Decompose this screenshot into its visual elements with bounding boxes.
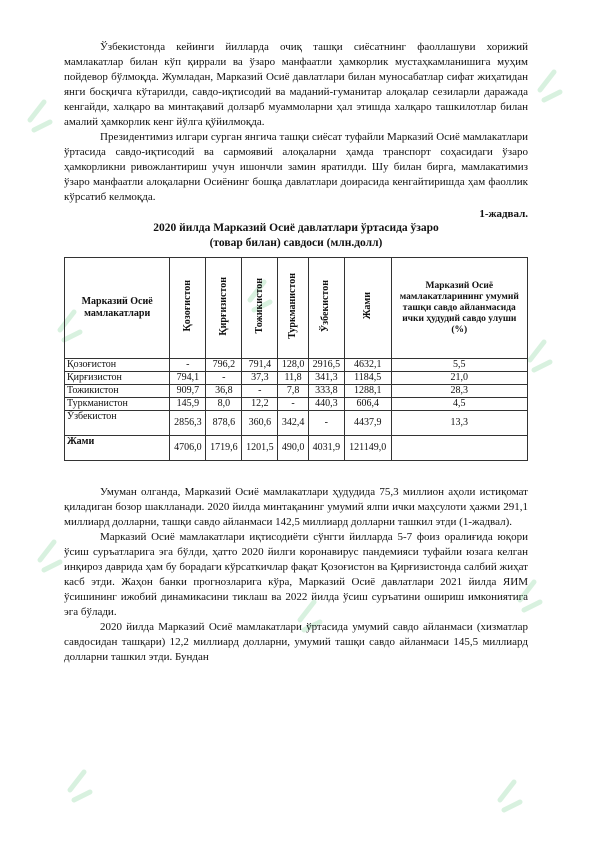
table-cell: 333,8 <box>308 385 344 398</box>
table-cell: 8,0 <box>206 398 242 411</box>
table-cell: 7,8 <box>278 385 308 398</box>
table-cell: 791,4 <box>242 359 278 372</box>
paragraph: Умуман олганда, Марказий Осиё мамлакатлари ҳудудида 75,3 миллион аҳоли истиқомат қиладиган бозор шаклланади. 2020 йилда минтақанинг умумий ялпи ички маҳсулоти ҳажми 291,1 миллиард долларни, ташқи савдо айланмаси 142,5 миллиард долларни ташкил этди (1-жадвал). <box>64 486 528 528</box>
table-cell: - <box>308 411 344 436</box>
header-turkmenistan: Туркманистон <box>278 258 308 359</box>
header-uzbekistan: Ўзбекистон <box>308 258 344 359</box>
table-row <box>65 385 528 398</box>
row-label: Тожикистон <box>65 385 170 398</box>
table-number: 1-жадвал. <box>479 208 528 220</box>
table-cell: 878,6 <box>206 411 242 436</box>
row-label: Жами <box>65 436 170 461</box>
header-tajikistan: Тожикистон <box>242 258 278 359</box>
table-cell: 1201,5 <box>242 436 278 461</box>
paragraph: Ўзбекистонда кейинги йилларда очиқ ташқи сиёсатнинг фаоллашуви хорижий мамлакатлар билан кўп қиррали ва ўзаро манфаатли ҳамкорлик мустаҳкамланишига муҳим пойдевор бўлмоқда. Жумладан, Марказий Осиё давлатлари билан муносабатлар сифат жиҳатидан янги босқичга кўтарилди, савдо-иқтисодий ва маданий-гуманитар алоқалар сезиларли даражада кенгайди, халқаро ва минтақавий долзарб муаммоларни ҳал этишда халқаро ташкилотлар билан амалий ҳамкорлик кенг йўлга қўйилмоқда. <box>64 41 528 128</box>
table-cell: 440,3 <box>308 398 344 411</box>
table-cell: 2856,3 <box>170 411 206 436</box>
table-cell: 360,6 <box>242 411 278 436</box>
paragraph: Марказий Осиё мамлакатлари иқтисодиёти сўнгги йилларда 5-7 фоиз оралиғида юқори ўсиш суръатларига эга бўлди, ҳатто 2020 йилги коронавирус пандемияси туфайли юзага келган инқироз даврида ҳам бу борадаги кўрсаткичлар фақат Қозоғистон ва Қирғизистонда салбий жиҳат касб этди. Жаҳон банки прогнозларига кўра, Марказий Осиё давлатлари 2021 йилда ЯИМ ўсишининг ижобий динамикасини тиклаш ва 2022 йилда ўсиш суръатини ошириш имкониятига эга бўлади. <box>64 531 528 618</box>
row-label: Қозоғистон <box>65 359 170 372</box>
paragraph: 2020 йилда Марказий Осиё мамлакатлари ўртасида умумий савдо айланмаси (хизматлар савдосидан ташқари) 12,2 миллиард долларни, умумий ташқи савдо айланмаси 145,5 миллиард долларни ташкил этди. Бундан <box>64 621 528 663</box>
table-cell: - <box>242 385 278 398</box>
table-cell: 1719,6 <box>206 436 242 461</box>
table-cell: 5,5 <box>391 359 527 372</box>
watermark-mark <box>530 342 550 370</box>
header-kyrgyzstan: Қирғизистон <box>206 258 242 359</box>
table-cell: 909,7 <box>170 385 206 398</box>
table-cell: 1184,5 <box>344 372 391 385</box>
table-cell <box>391 436 527 461</box>
paragraph: Президентимиз илгари сурган янгича ташқи сиёсат туфайли Марказий Осиё мамлакатлари ўртасида савдо-иқтисодий ва сармоявий алоқаларни ҳамда транспорт соҳасидаги ўзаро ҳамкорликни ривожлантириш учун ишончли замин яратилди. Шу билан бирга, мамлакатимиз ўзаро манфаатли алоқаларни Осиёнинг бошқа давлатлари доирасида кенгайтиришда ҳам фаоллик кўрсатиб келмоқда. <box>64 131 528 203</box>
header-share: Марказий Осиё мамлакатларининг умумий ташқи савдо айланмасида ички ҳудудий савдо улуши (%) <box>391 258 527 359</box>
trade-table <box>64 257 528 461</box>
table-cell: 4706,0 <box>170 436 206 461</box>
table-cell: 145,9 <box>170 398 206 411</box>
table-cell: 36,8 <box>206 385 242 398</box>
table-cell: 490,0 <box>278 436 308 461</box>
table-cell: 1288,1 <box>344 385 391 398</box>
table-header-row <box>65 258 528 359</box>
document-page <box>64 40 528 665</box>
header-kazakhstan: Қозоғистон <box>170 258 206 359</box>
watermark-mark <box>30 102 50 130</box>
table-cell: 28,3 <box>391 385 527 398</box>
table-title-line: 2020 йилда Марказий Осиё давлатлари ўртасида ўзаро <box>153 222 439 234</box>
table-total-row <box>65 436 528 461</box>
table-cell: 4632,1 <box>344 359 391 372</box>
table-cell: 796,2 <box>206 359 242 372</box>
table-cell: 11,8 <box>278 372 308 385</box>
table-cell: 794,1 <box>170 372 206 385</box>
watermark-mark <box>500 782 520 810</box>
table-cell: 21,0 <box>391 372 527 385</box>
table-row <box>65 372 528 385</box>
table-title <box>64 221 528 251</box>
table-cell: - <box>206 372 242 385</box>
table-cell: 4,5 <box>391 398 527 411</box>
table-cell: 4437,9 <box>344 411 391 436</box>
table-cell: 2916,5 <box>308 359 344 372</box>
table-cell: - <box>278 398 308 411</box>
table-cell: 4031,9 <box>308 436 344 461</box>
table-cell: 13,3 <box>391 411 527 436</box>
table-cell: 121149,0 <box>344 436 391 461</box>
table-cell: 606,4 <box>344 398 391 411</box>
header-countries-col: Марказий Осиё мамлакатлари <box>65 258 170 359</box>
watermark-mark <box>40 542 60 570</box>
watermark-mark <box>540 72 560 100</box>
table-title-line: (товар билан) савдоси (млн.долл) <box>209 237 383 249</box>
row-label: Ўзбекистон <box>65 411 170 436</box>
table-row <box>65 398 528 411</box>
row-label: Туркманистон <box>65 398 170 411</box>
table-cell: 342,4 <box>278 411 308 436</box>
table-row <box>65 411 528 436</box>
row-label: Қирғизистон <box>65 372 170 385</box>
table-cell: 128,0 <box>278 359 308 372</box>
table-cell: 37,3 <box>242 372 278 385</box>
watermark-mark <box>70 772 90 800</box>
table-cell: - <box>170 359 206 372</box>
table-cell: 12,2 <box>242 398 278 411</box>
table-cell: 341,3 <box>308 372 344 385</box>
table-row <box>65 359 528 372</box>
header-total: Жами <box>344 258 391 359</box>
